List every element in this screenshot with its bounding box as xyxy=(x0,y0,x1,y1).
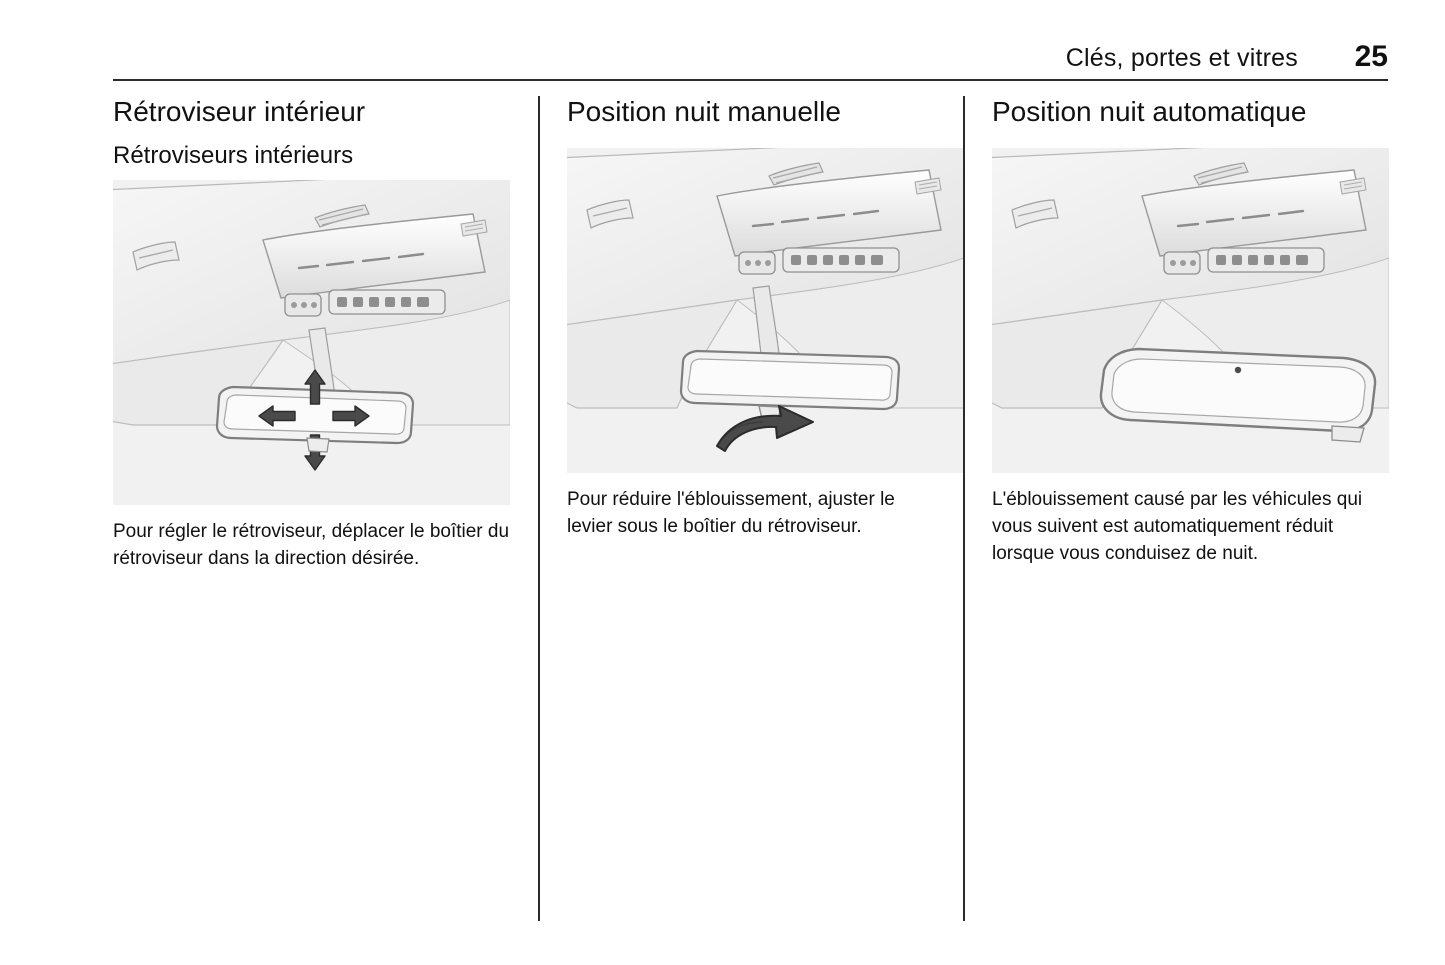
section-title-2: Position nuit manuelle xyxy=(567,96,841,127)
section-title-3: Position nuit automatique xyxy=(992,96,1307,127)
sub-title-1: Rétroviseurs intérieurs xyxy=(113,142,354,170)
header-divider xyxy=(113,79,1388,81)
page-title: Clés, portes et vitres xyxy=(1065,44,1298,72)
body-text-3: L'éblouissement causé par les véhicules qui vous suivent est automatiquement réduit lorsque vous conduisez de nuit. xyxy=(992,489,1363,565)
page-header xyxy=(113,40,1388,74)
manual-night-position-illustration xyxy=(567,148,964,473)
column-manual-night-position xyxy=(538,96,963,921)
column-interior-mirror xyxy=(113,96,538,921)
body-text-2: Pour réduire l'éblouissement, ajuster le levier sous le boîtier du rétroviseur. xyxy=(567,489,895,538)
interior-mirror-adjust-illustration xyxy=(113,180,510,505)
column-automatic-night-position xyxy=(963,96,1388,921)
page-number: 25 xyxy=(1354,40,1388,73)
content-columns xyxy=(113,96,1388,921)
body-text-1: Pour régler le rétroviseur, déplacer le boîtier du rétroviseur dans la direction désirée. xyxy=(113,520,510,569)
section-title-1: Rétroviseur intérieur xyxy=(113,96,366,127)
automatic-night-position-illustration xyxy=(992,148,1389,473)
